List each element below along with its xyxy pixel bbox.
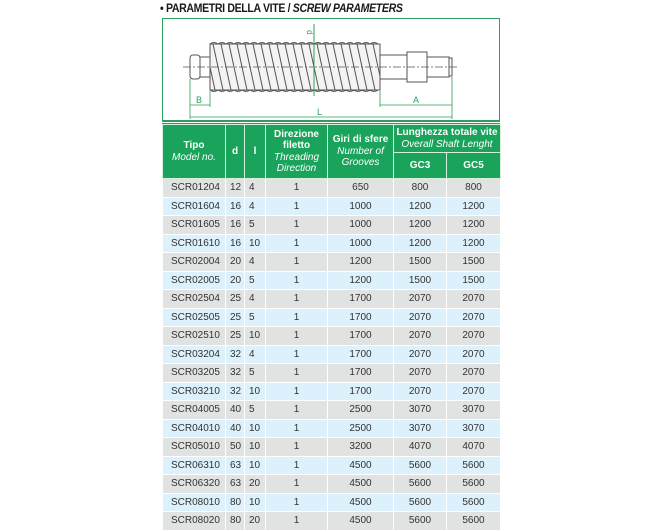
cell-l: 10 [245, 382, 266, 401]
cell-d: 25 [226, 308, 245, 327]
cell-giri: 2500 [328, 419, 394, 438]
cell-dir: 1 [266, 438, 328, 457]
header-direzione: Direzione filetto Threading Direction [266, 125, 328, 179]
cell-gc5: 1500 [447, 271, 501, 290]
cell-gc3: 2070 [394, 345, 447, 364]
svg-text:L: L [317, 107, 323, 117]
cell-giri: 1700 [328, 345, 394, 364]
cell-giri: 1700 [328, 382, 394, 401]
cell-dir: 1 [266, 327, 328, 346]
svg-text:d: d [305, 30, 314, 35]
table-row [163, 271, 501, 290]
cell-d: 80 [226, 512, 245, 531]
cell-dir: 1 [266, 512, 328, 531]
cell-tipo: SCR02005 [163, 271, 226, 290]
cell-gc5: 1200 [447, 197, 501, 216]
cell-tipo: SCR01204 [163, 179, 226, 198]
table-row [163, 179, 501, 198]
header-tipo: Tipo Model no. [163, 125, 226, 179]
cell-l: 5 [245, 364, 266, 383]
cell-l: 10 [245, 234, 266, 253]
cell-gc3: 800 [394, 179, 447, 198]
header-gc5: GC5 [447, 153, 501, 179]
cell-d: 25 [226, 327, 245, 346]
cell-gc5: 5600 [447, 475, 501, 494]
title-bullet: • [160, 1, 164, 15]
table-row [163, 290, 501, 309]
cell-tipo: SCR06320 [163, 475, 226, 494]
cell-dir: 1 [266, 382, 328, 401]
cell-dir: 1 [266, 456, 328, 475]
cell-dir: 1 [266, 197, 328, 216]
table-row [163, 382, 501, 401]
title-separator: / [285, 1, 293, 15]
cell-gc3: 1200 [394, 234, 447, 253]
cell-giri: 1700 [328, 308, 394, 327]
cell-gc3: 1200 [394, 197, 447, 216]
cell-d: 63 [226, 456, 245, 475]
table-row [163, 364, 501, 383]
cell-giri: 1000 [328, 197, 394, 216]
cell-gc5: 2070 [447, 327, 501, 346]
table-row [163, 512, 501, 531]
svg-text:A: A [413, 95, 420, 105]
cell-tipo: SCR01604 [163, 197, 226, 216]
cell-d: 32 [226, 382, 245, 401]
table-row [163, 401, 501, 420]
cell-gc3: 4070 [394, 438, 447, 457]
cell-gc5: 2070 [447, 364, 501, 383]
cell-tipo: SCR05010 [163, 438, 226, 457]
screw-diagram-icon [163, 19, 501, 122]
cell-gc5: 2070 [447, 345, 501, 364]
cell-dir: 1 [266, 419, 328, 438]
cell-dir: 1 [266, 475, 328, 494]
table-row [163, 308, 501, 327]
cell-gc3: 5600 [394, 512, 447, 531]
cell-dir: 1 [266, 290, 328, 309]
table-row [163, 493, 501, 512]
cell-tipo: SCR03210 [163, 382, 226, 401]
cell-tipo: SCR08010 [163, 493, 226, 512]
cell-dir: 1 [266, 216, 328, 235]
cell-d: 16 [226, 197, 245, 216]
cell-dir: 1 [266, 401, 328, 420]
cell-gc3: 3070 [394, 401, 447, 420]
section-title [160, 1, 403, 15]
cell-gc3: 2070 [394, 308, 447, 327]
cell-tipo: SCR02505 [163, 308, 226, 327]
table-row [163, 253, 501, 272]
cell-giri: 1000 [328, 234, 394, 253]
cell-tipo: SCR06310 [163, 456, 226, 475]
cell-tipo: SCR02004 [163, 253, 226, 272]
cell-giri: 1700 [328, 290, 394, 309]
cell-d: 20 [226, 271, 245, 290]
cell-gc3: 2070 [394, 364, 447, 383]
table-row [163, 475, 501, 494]
cell-gc3: 2070 [394, 290, 447, 309]
cell-tipo: SCR04010 [163, 419, 226, 438]
cell-l: 10 [245, 438, 266, 457]
cell-d: 80 [226, 493, 245, 512]
title-english: SCREW PARAMETERS [292, 1, 403, 15]
cell-d: 63 [226, 475, 245, 494]
cell-giri: 4500 [328, 512, 394, 531]
cell-l: 4 [245, 197, 266, 216]
cell-gc3: 2070 [394, 327, 447, 346]
cell-l: 10 [245, 493, 266, 512]
cell-tipo: SCR08020 [163, 512, 226, 531]
cell-l: 4 [245, 290, 266, 309]
cell-tipo: SCR04005 [163, 401, 226, 420]
cell-l: 20 [245, 475, 266, 494]
cell-gc3: 1500 [394, 271, 447, 290]
cell-d: 25 [226, 290, 245, 309]
cell-dir: 1 [266, 493, 328, 512]
cell-l: 4 [245, 179, 266, 198]
cell-gc5: 2070 [447, 308, 501, 327]
cell-d: 16 [226, 216, 245, 235]
cell-l: 10 [245, 419, 266, 438]
cell-gc5: 5600 [447, 493, 501, 512]
cell-d: 32 [226, 345, 245, 364]
screw-drawing [162, 18, 500, 121]
cell-d: 20 [226, 253, 245, 272]
cell-tipo: SCR03204 [163, 345, 226, 364]
cell-tipo: SCR03205 [163, 364, 226, 383]
cell-d: 12 [226, 179, 245, 198]
header-lunghezza: Lunghezza totale vite Overall Shaft Lenght [394, 125, 501, 153]
cell-giri: 1000 [328, 216, 394, 235]
table-row [163, 234, 501, 253]
cell-gc5: 5600 [447, 456, 501, 475]
cell-l: 5 [245, 216, 266, 235]
cell-l: 5 [245, 271, 266, 290]
cell-dir: 1 [266, 364, 328, 383]
cell-l: 10 [245, 456, 266, 475]
cell-tipo: SCR01610 [163, 234, 226, 253]
table-row [163, 438, 501, 457]
table-row [163, 197, 501, 216]
cell-gc5: 800 [447, 179, 501, 198]
cell-dir: 1 [266, 345, 328, 364]
cell-l: 10 [245, 327, 266, 346]
svg-text:B: B [196, 95, 203, 105]
cell-gc5: 1200 [447, 234, 501, 253]
cell-dir: 1 [266, 308, 328, 327]
cell-gc3: 2070 [394, 382, 447, 401]
cell-gc5: 2070 [447, 382, 501, 401]
cell-d: 32 [226, 364, 245, 383]
cell-giri: 1700 [328, 364, 394, 383]
cell-dir: 1 [266, 271, 328, 290]
table-row [163, 327, 501, 346]
cell-tipo: SCR01605 [163, 216, 226, 235]
cell-gc3: 3070 [394, 419, 447, 438]
cell-giri: 4500 [328, 493, 394, 512]
table-row [163, 456, 501, 475]
cell-gc5: 2070 [447, 290, 501, 309]
cell-dir: 1 [266, 253, 328, 272]
cell-gc5: 1500 [447, 253, 501, 272]
cell-dir: 1 [266, 179, 328, 198]
header-gc3: GC3 [394, 153, 447, 179]
cell-d: 16 [226, 234, 245, 253]
cell-giri: 650 [328, 179, 394, 198]
cell-tipo: SCR02504 [163, 290, 226, 309]
cell-gc5: 3070 [447, 419, 501, 438]
cell-d: 40 [226, 401, 245, 420]
cell-gc3: 1500 [394, 253, 447, 272]
screw-parameters-table [162, 124, 501, 531]
cell-gc5: 5600 [447, 512, 501, 531]
cell-giri: 4500 [328, 456, 394, 475]
table-row [163, 345, 501, 364]
cell-gc3: 5600 [394, 456, 447, 475]
header-d: d [226, 125, 245, 179]
cell-gc5: 4070 [447, 438, 501, 457]
table-row [163, 216, 501, 235]
table-row [163, 419, 501, 438]
cell-gc3: 5600 [394, 475, 447, 494]
title-italian: PARAMETRI DELLA VITE [165, 1, 286, 15]
cell-gc5: 1200 [447, 216, 501, 235]
cell-l: 5 [245, 308, 266, 327]
cell-l: 20 [245, 512, 266, 531]
cell-giri: 1200 [328, 271, 394, 290]
cell-l: 4 [245, 345, 266, 364]
cell-d: 50 [226, 438, 245, 457]
cell-giri: 2500 [328, 401, 394, 420]
cell-gc3: 1200 [394, 216, 447, 235]
cell-tipo: SCR02510 [163, 327, 226, 346]
cell-dir: 1 [266, 234, 328, 253]
cell-giri: 1200 [328, 253, 394, 272]
cell-giri: 3200 [328, 438, 394, 457]
cell-l: 4 [245, 253, 266, 272]
cell-giri: 4500 [328, 475, 394, 494]
cell-gc5: 3070 [447, 401, 501, 420]
header-giri: Giri di sfere Number of Grooves [328, 125, 394, 179]
header-l: l [245, 125, 266, 179]
cell-gc3: 5600 [394, 493, 447, 512]
cell-giri: 1700 [328, 327, 394, 346]
cell-l: 5 [245, 401, 266, 420]
cell-d: 40 [226, 419, 245, 438]
